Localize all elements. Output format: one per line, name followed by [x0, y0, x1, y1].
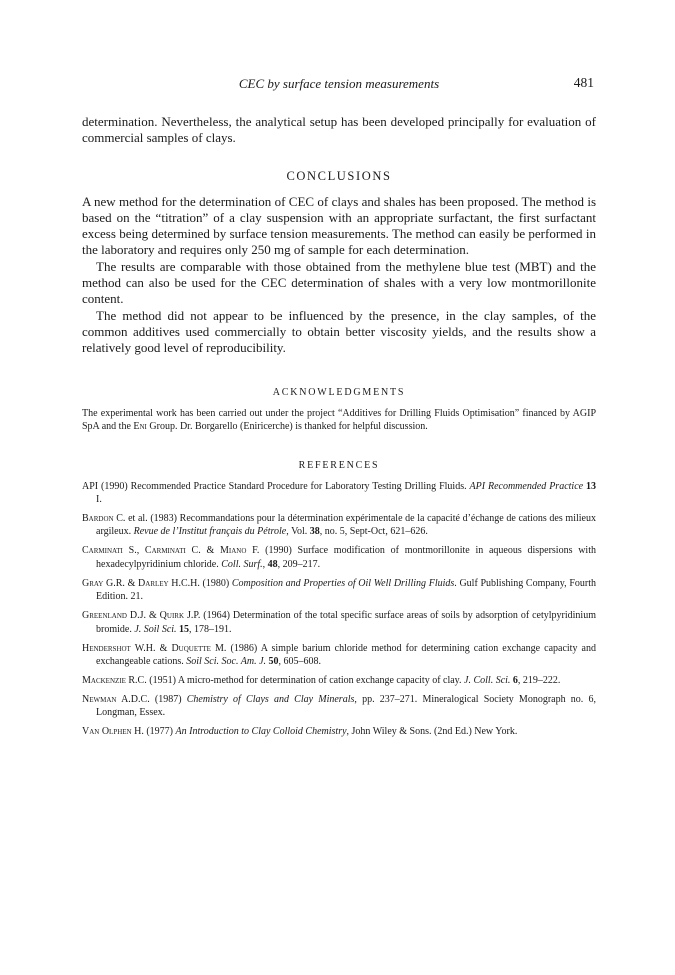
reference-item [82, 693, 596, 720]
reference-source: An Introduction to Clay Colloid Chemistry [175, 726, 347, 738]
reference-text: (1980) [199, 577, 232, 589]
ack-text-part-2: Group. Dr. Borgarello (Eniricerche) is thanked for helpful discussion. [146, 421, 428, 433]
reference-source: Revue de l’Institut français du Pétrole [133, 526, 287, 538]
reference-text: , 209–217. [277, 558, 321, 570]
running-head [82, 74, 596, 96]
intro-paragraph: determination. Nevertheless, the analytical setup has been developed principally for evaluation of commercial samples of clays. [82, 114, 596, 146]
reference-item [82, 512, 596, 539]
reference-text: , 178–191. [189, 623, 232, 635]
reference-text: et al. (1983) Recommandations pour la détermination expérimentale de la capacité d’échange de cations des milieux argileux. [96, 512, 596, 538]
reference-author: Hendershot W.H. & Duquette M. [82, 642, 227, 654]
reference-author: Mackenzie R.C. [82, 675, 147, 686]
reference-author: Van Olphen H. [82, 726, 144, 738]
reference-author: Greenland D.J. & Quirk J.P. [82, 610, 201, 622]
reference-source: Soil Sci. Soc. Am. J. [186, 656, 267, 667]
reference-author: API [82, 480, 99, 492]
conclusions-paragraph-1: A new method for the determination of CEC of clays and shales has been proposed. The method is based on the “titration” of a clay suspension with an appropriate surfactant, the first surfactant excess being determined by surface tension measurements. The method can easily be performed in the laboratory and requires only 250 mg of sample for each determination. [82, 193, 596, 258]
page [82, 74, 596, 744]
reference-author: Bardon C. [82, 512, 126, 524]
reference-item [82, 577, 596, 604]
page-number: 481 [573, 75, 594, 90]
acknowledgments-text [82, 407, 596, 434]
reference-volume: 13 [586, 480, 596, 492]
reference-author: Carminati S., Carminati C. & Miano F. [82, 545, 260, 557]
ack-text-part-1: The experimental work has been carried out under the project “Additives for Drilling Fluids Optimisation” financed by AGIP SpA and the [82, 407, 596, 433]
reference-item [82, 609, 596, 636]
reference-text: , pp. 237–271. Mineralogical Society Monograph no. 6, Longman, Essex. [96, 694, 596, 719]
reference-text: , Vol. [286, 526, 310, 538]
references-heading: REFERENCES [298, 459, 380, 471]
reference-item [82, 725, 596, 738]
reference-source: Composition and Properties of Oil Well Drilling Fluids [231, 577, 455, 589]
reference-item [82, 480, 596, 507]
reference-volume: 50 [268, 656, 279, 667]
reference-text: I. [96, 493, 102, 505]
reference-text: (1987) [149, 694, 187, 705]
reference-item [82, 544, 596, 571]
reference-text: , [262, 558, 268, 570]
reference-source: Chemistry of Clays and Clay Minerals [186, 694, 355, 705]
reference-volume: 48 [267, 558, 278, 570]
reference-text: (1986) A simple barium chloride method for determining cation exchange capacity and exchangeable cations. [96, 642, 596, 667]
ack-eni: Eni [133, 421, 147, 433]
reference-text: . Gulf Publishing Company, Fourth Edition. 21. [96, 577, 596, 603]
reference-source: API Recommended Practice [469, 480, 584, 492]
conclusions-paragraph-2: The results are comparable with those obtained from the methylene blue test (MBT) and the method can also be used for the CEC determination of shales with a very low montmorillonite content. [82, 258, 596, 307]
reference-source: Coll. Surf. [221, 558, 263, 570]
reference-volume: 6 [512, 675, 518, 686]
reference-text: (1990) Surface modification of montmorillonite in aqueous dispersions with hexadecylpyridinium chloride. [96, 545, 596, 570]
reference-item [82, 642, 596, 669]
reference-text: (1964) Determination of the total specific surface areas of soils by adsorption of cetylpyridinium bromide. [96, 610, 596, 635]
running-head-title: CEC by surface tension measurements [238, 76, 440, 91]
reference-volume: 38 [309, 526, 320, 538]
reference-source: J. Soil Sci. [134, 623, 177, 635]
reference-list [82, 480, 596, 739]
reference-source: J. Coll. Sci. [464, 675, 511, 686]
reference-text: (1951) A micro-method for determination of cation exchange capacity of clay. [146, 675, 465, 686]
reference-author: Newman A.D.C. [82, 694, 150, 705]
reference-author: Gray G.R. & Darley H.C.H. [82, 577, 200, 589]
reference-text: (1990) Recommended Practice Standard Procedure for Laboratory Testing Drilling Fluids. [98, 480, 470, 492]
reference-text: , 605–608. [278, 656, 322, 667]
reference-text: , John Wiley & Sons. (2nd Ed.) New York. [346, 726, 518, 738]
conclusions-heading: CONCLUSIONS [286, 168, 392, 183]
conclusions-paragraph-3: The method did not appear to be influenced by the presence, in the clay samples, of the common additives used commercially to obtain better viscosity yields, and the results show a relatively good level of reproducibility. [82, 307, 596, 356]
acknowledgments-heading: ACKNOWLEDGMENTS [272, 386, 406, 398]
reference-text: (1977) [143, 726, 176, 738]
reference-volume: 15 [179, 623, 190, 635]
reference-text: , 219–222. [517, 675, 561, 686]
reference-text: , no. 5, Sept-Oct, 621–626. [319, 526, 428, 538]
reference-item [82, 674, 596, 687]
